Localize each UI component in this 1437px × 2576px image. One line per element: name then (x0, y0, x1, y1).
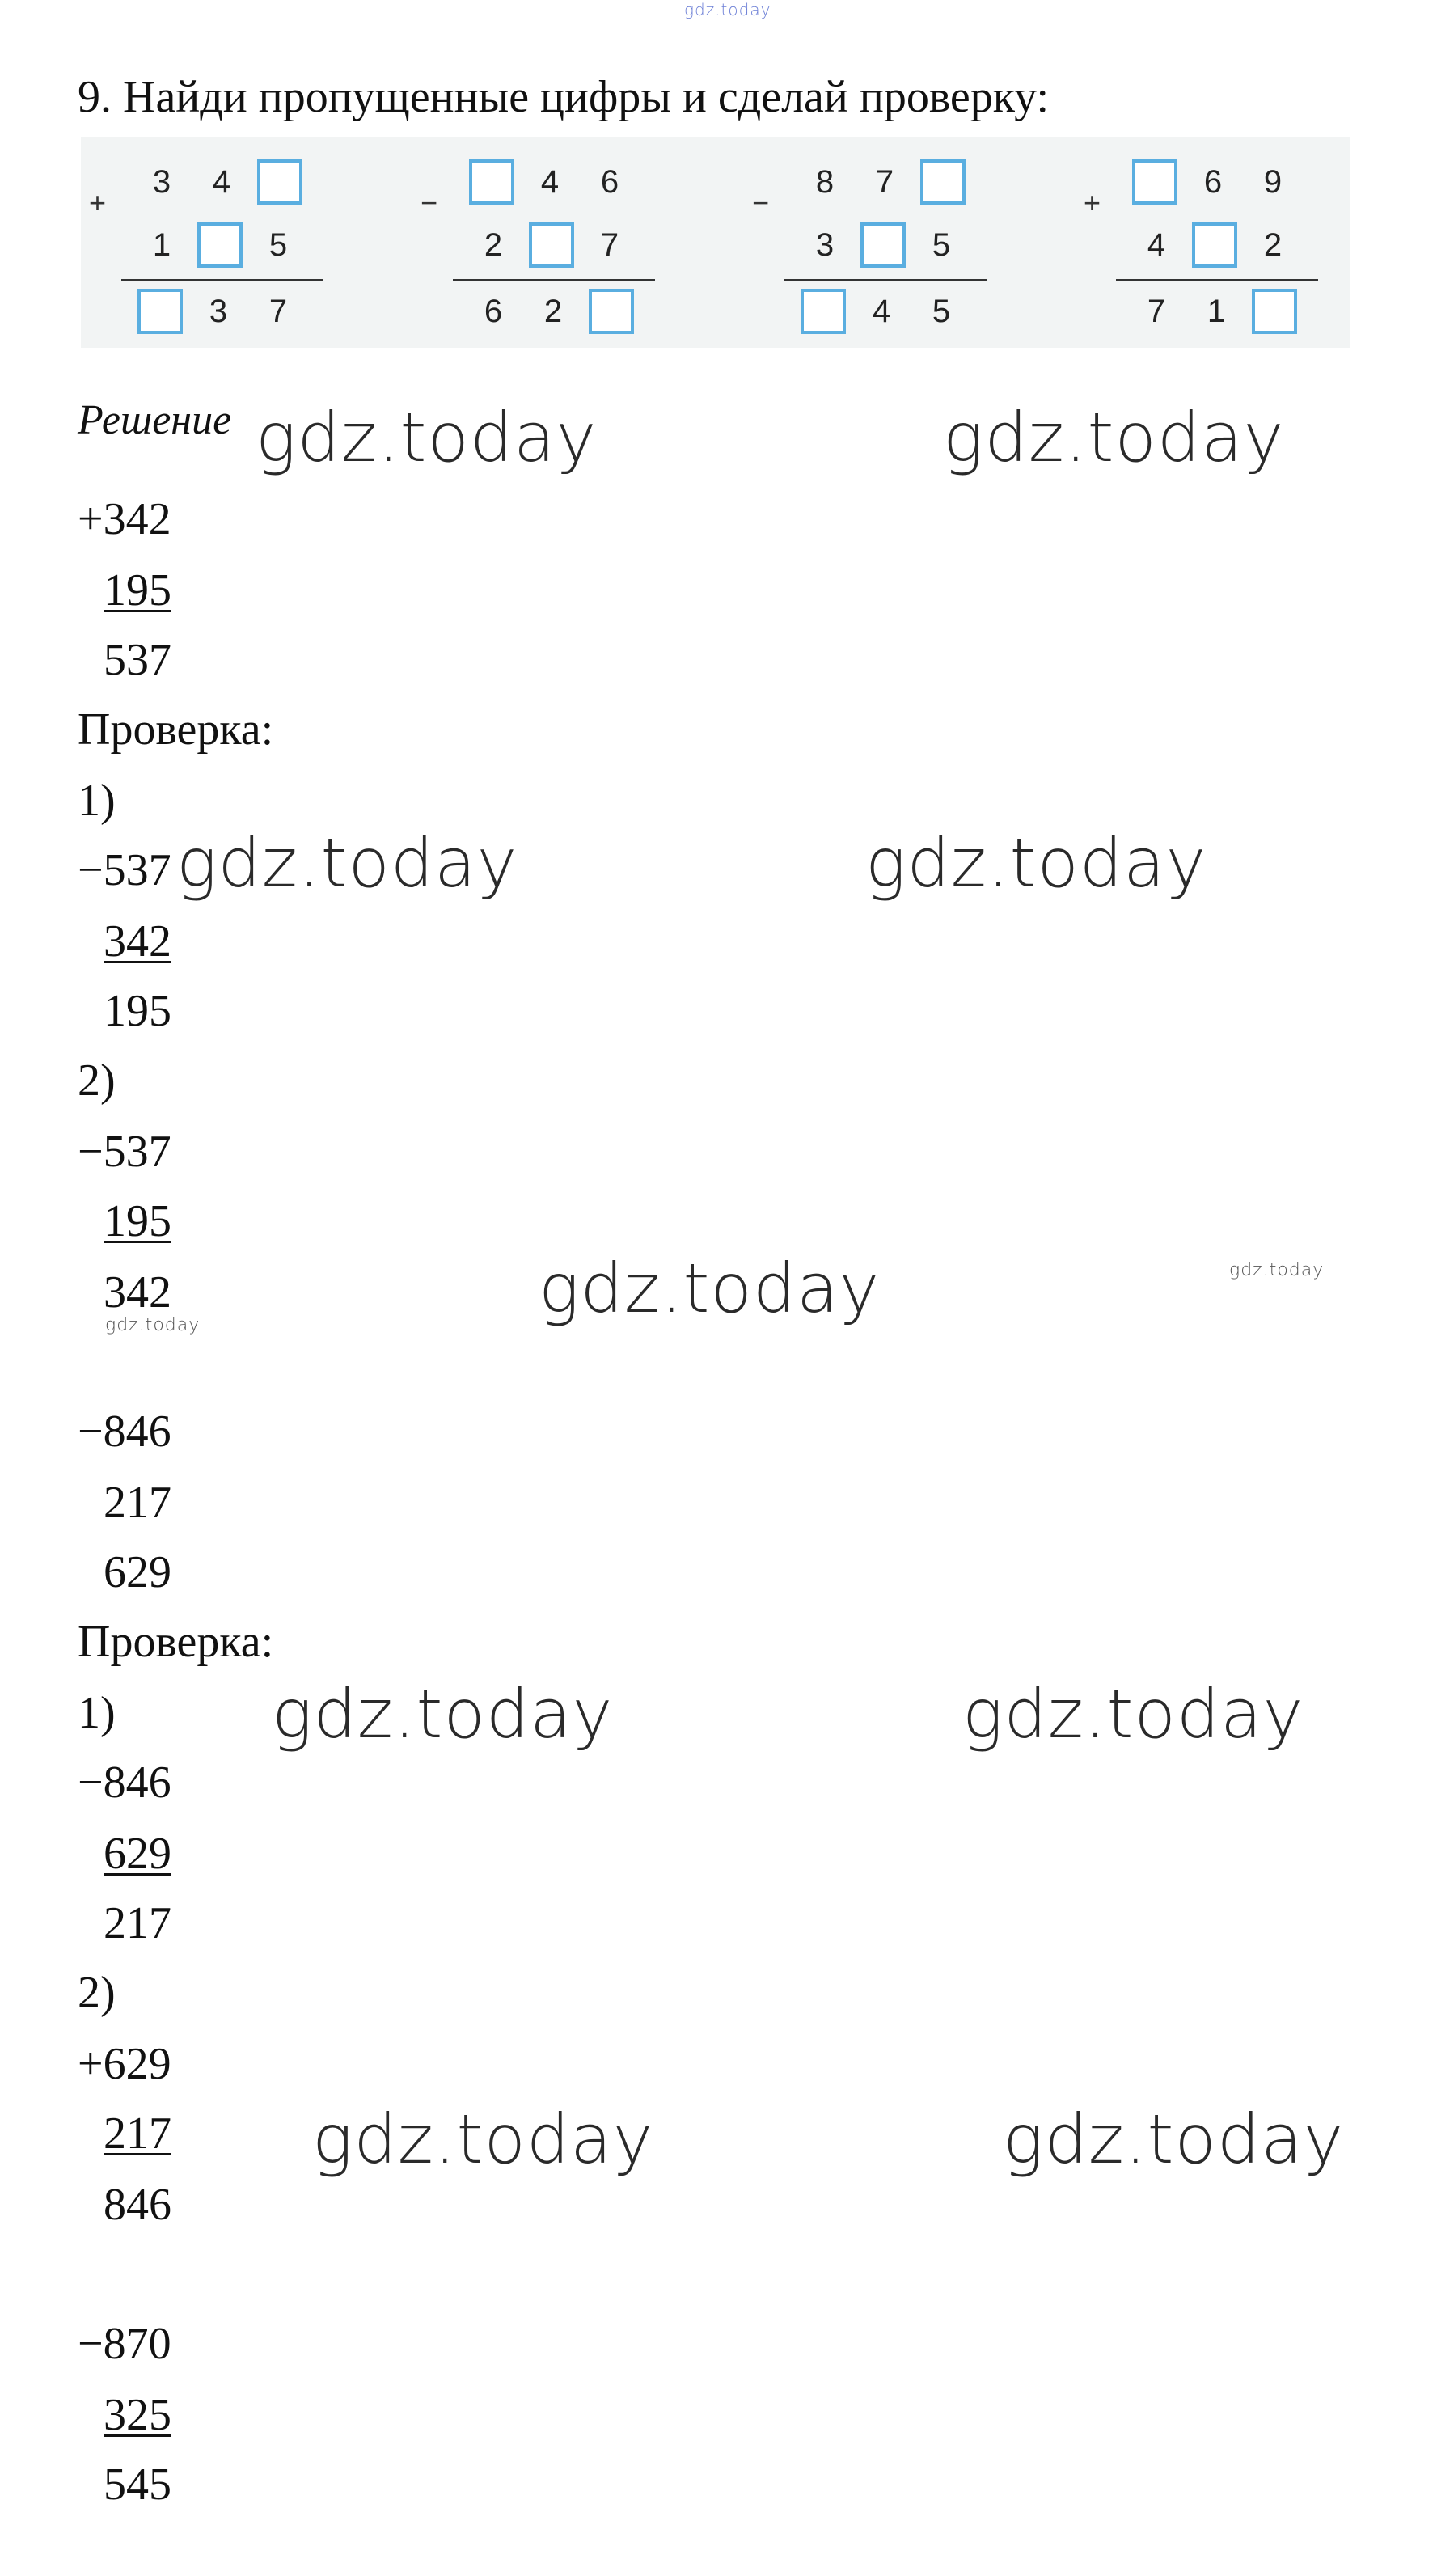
digit: 5 (268, 226, 288, 263)
solution-line: 217 (104, 1478, 171, 1528)
solution-line: 195 (104, 1196, 171, 1246)
problem-1 (89, 154, 348, 340)
watermark: gdz.today (865, 823, 1207, 903)
digit: 3 (209, 293, 228, 329)
digit: 6 (600, 163, 619, 200)
missing-digit-box[interactable] (860, 222, 906, 268)
problem-2 (421, 154, 679, 340)
problem-sign: − (752, 186, 770, 219)
missing-digit-box[interactable] (801, 289, 846, 334)
missing-digit-box[interactable] (920, 159, 966, 205)
difference-line (784, 279, 987, 281)
solution-line: 195 (104, 986, 171, 1036)
solution-line: 1) (78, 1688, 116, 1738)
check-label: Проверка: (78, 1617, 274, 1667)
solution-line: −537 (78, 845, 171, 895)
digit: 5 (932, 293, 951, 329)
missing-digit-box[interactable] (1132, 159, 1177, 205)
watermark: gdz.today (1229, 1260, 1325, 1280)
digit: 3 (815, 226, 835, 263)
watermark: gdz.today (943, 398, 1285, 477)
solution-line: +342 (78, 494, 171, 544)
watermark: gdz.today (539, 1249, 881, 1328)
watermark: gdz.today (272, 1674, 614, 1753)
solution-line: −846 (78, 1406, 171, 1457)
missing-digit-box[interactable] (469, 159, 514, 205)
digit: 1 (1207, 293, 1226, 329)
solution-line: 846 (104, 2180, 171, 2230)
digit: 7 (600, 226, 619, 263)
digit: 7 (268, 293, 288, 329)
solution-line: −870 (78, 2319, 171, 2369)
digit: 7 (1147, 293, 1166, 329)
solution-line: 342 (104, 916, 171, 967)
solution-line: 217 (104, 1898, 171, 1948)
solution-line: −846 (78, 1758, 171, 1808)
digit: 7 (875, 163, 894, 200)
problem-3 (752, 154, 1011, 340)
watermark: gdz.today (962, 1674, 1304, 1753)
solution-line: −537 (78, 1127, 171, 1177)
problem-sign: − (421, 186, 438, 219)
sum-line (121, 279, 323, 281)
solution-line: 629 (104, 1829, 171, 1879)
problem-sign: + (89, 186, 107, 219)
missing-digit-box[interactable] (589, 289, 634, 334)
problem-4 (1084, 154, 1342, 340)
digit: 4 (212, 163, 231, 200)
watermark: gdz.today (176, 823, 518, 903)
digit: 6 (1203, 163, 1223, 200)
solution-line: +629 (78, 2039, 171, 2089)
digit: 3 (152, 163, 171, 200)
problem-sign: + (1084, 186, 1101, 219)
digit: 4 (872, 293, 891, 329)
digit: 9 (1263, 163, 1283, 200)
solution-line: 195 (104, 565, 171, 615)
digit: 5 (932, 226, 951, 263)
solution-line: 545 (104, 2460, 171, 2510)
solution-line: 2) (78, 1968, 116, 2018)
missing-digit-box[interactable] (529, 222, 574, 268)
check-label: Проверка: (78, 704, 274, 755)
watermark: gdz.today (256, 398, 598, 477)
solution-line: 2) (78, 1055, 116, 1106)
solution-line: 1) (78, 776, 116, 826)
watermark: gdz.today (312, 2100, 654, 2179)
digit: 2 (484, 226, 503, 263)
task-title: 9. Найди пропущенные цифры и сделай проверку: (78, 72, 1050, 122)
solution-line: 217 (104, 2109, 171, 2159)
digit: 2 (543, 293, 563, 329)
solution-line: 342 (104, 1267, 171, 1318)
digit: 2 (1263, 226, 1283, 263)
sum-line (1116, 279, 1318, 281)
missing-digit-box[interactable] (257, 159, 302, 205)
watermark: gdz.today (1003, 2100, 1345, 2179)
problem-image (81, 137, 1350, 348)
difference-line (453, 279, 655, 281)
watermark-top: gdz.today (684, 0, 771, 19)
missing-digit-box[interactable] (137, 289, 183, 334)
digit: 6 (484, 293, 503, 329)
solution-line: 629 (104, 1547, 171, 1597)
solution-label: Решение (78, 397, 232, 443)
solution-line: 537 (104, 635, 171, 685)
missing-digit-box[interactable] (1252, 289, 1297, 334)
missing-digit-box[interactable] (197, 222, 243, 268)
watermark: gdz.today (105, 1315, 201, 1335)
digit: 8 (815, 163, 835, 200)
solution-line: 325 (104, 2390, 171, 2440)
digit: 4 (540, 163, 560, 200)
digit: 1 (152, 226, 171, 263)
missing-digit-box[interactable] (1192, 222, 1237, 268)
digit: 4 (1147, 226, 1166, 263)
